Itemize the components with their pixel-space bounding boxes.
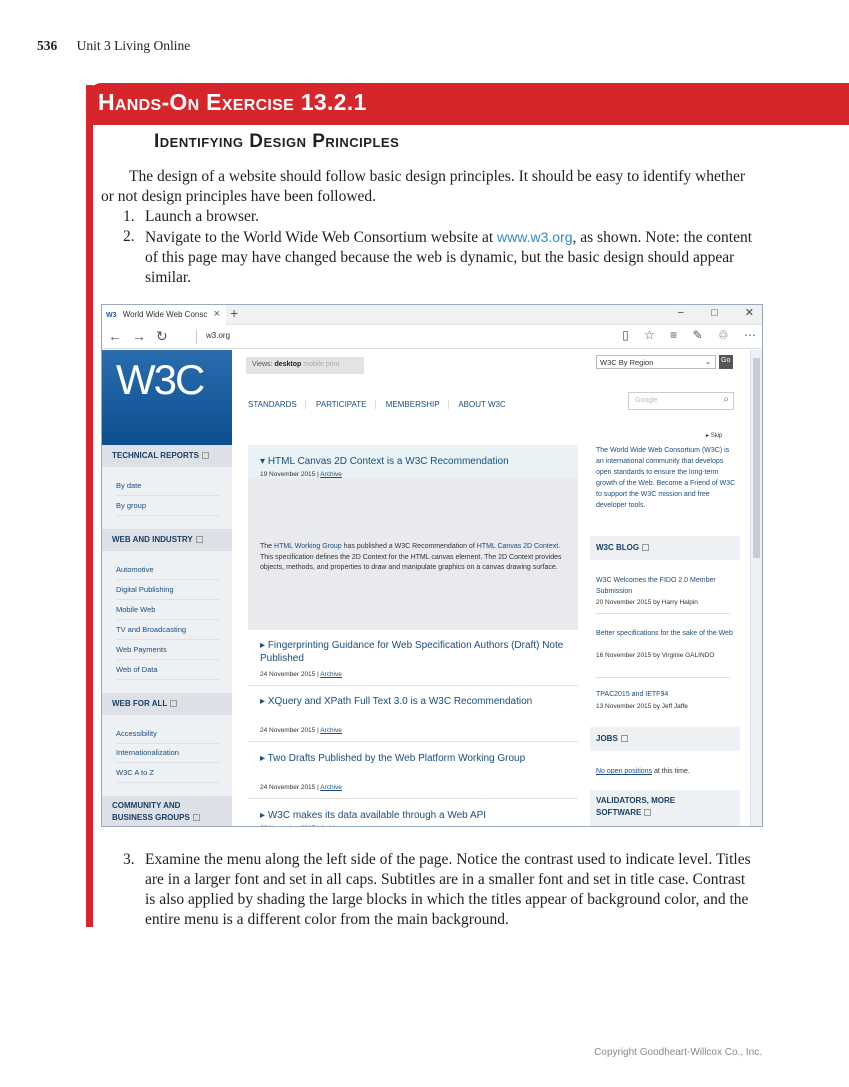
nav-item-w3c-a-to-z[interactable]: W3C A to Z	[116, 768, 220, 783]
forward-icon[interactable]: →	[132, 328, 156, 344]
chevron-down-icon: ⌄	[704, 357, 711, 366]
page-header	[37, 38, 190, 54]
steps-list-top	[101, 207, 756, 288]
nav-item-i18n[interactable]: Internationalization	[116, 748, 220, 763]
address-bar	[102, 325, 762, 349]
blog-post-3[interactable]: TPAC2015 and IETF94	[596, 691, 669, 698]
nav-membership[interactable]: MEMBERSHIP	[386, 400, 449, 409]
news-title-1[interactable]: ▾ HTML Canvas 2D Context is a W3C Recommendation	[260, 456, 509, 467]
maximize-icon[interactable]: □	[711, 307, 718, 319]
intro-paragraph: The design of a website should follow basic design principles. It should be easy to identify whether or not design principles have been followed.	[101, 168, 745, 205]
news-date-5	[260, 825, 342, 827]
skip-link[interactable]: ▸ Skip	[706, 433, 723, 439]
nav-item-automotive[interactable]: Automotive	[116, 565, 220, 580]
canvas-2d-link[interactable]: HTML Canvas 2D Context	[476, 543, 559, 550]
news-separator	[248, 798, 578, 799]
hub-icon[interactable]: ≡	[670, 328, 678, 342]
nav-head-community[interactable]: COMMUNITY AND BUSINESS GROUPS	[102, 796, 232, 827]
archive-link[interactable]: Archive	[320, 784, 342, 791]
browser-screenshot	[101, 304, 763, 827]
validators-header[interactable]: VALIDATORS, MORE SOFTWARE	[590, 790, 740, 827]
search-icon[interactable]: ⌕	[723, 394, 729, 405]
nav-item-mobile-web[interactable]: Mobile Web	[116, 605, 220, 620]
close-tab-icon[interactable]: ×	[213, 308, 220, 320]
expand-arrow-icon: ▸	[260, 696, 268, 707]
archive-link[interactable]: Archive	[320, 727, 342, 734]
featured-news-body: The HTML Working Group has published a W3C Recommendation of HTML Canvas 2D Context. This specification defines the 2D Context for the HTML canvas element. The 2D Context provides objects, methods, and properties to draw and manipulate graphics on a canvas drawing surface.	[260, 543, 562, 571]
favorite-star-icon[interactable]: ☆	[644, 328, 655, 342]
refresh-icon[interactable]: ↻	[156, 328, 178, 344]
nav-item-by-date[interactable]: By date	[116, 481, 220, 496]
collapse-icon[interactable]	[193, 814, 200, 821]
nav-item-tv-broadcasting[interactable]: TV and Broadcasting	[116, 625, 220, 640]
view-mobile[interactable]: mobile	[303, 361, 324, 368]
news-date-4: 24 November 2015 | Archive	[260, 784, 342, 791]
jobs-header[interactable]: JOBS	[590, 727, 740, 751]
collapse-icon[interactable]	[621, 735, 628, 742]
blog-meta-3: 13 November 2015 by Jeff Jaffe	[596, 703, 688, 710]
step-2: 2. Navigate to the World Wide Web Consortium website at www.w3.org, as shown. Note: the content of this page may have changed because the web is dynamic, but the basic design should appear similar.	[123, 228, 753, 286]
top-navigation	[248, 400, 522, 409]
views-switcher: Views: desktop mobile print	[246, 357, 364, 374]
view-print[interactable]: print	[325, 361, 340, 368]
collapse-icon[interactable]	[644, 809, 651, 816]
step-3: 3. Examine the menu along the left side of the page. Notice the contrast used to indicate level. Titles are in a larger font and set in all caps. Subtitles are in a smaller font and set in title case. Contrast is also applied by shading the large blocks in which the titles appear of background color, and the entire menu is a different color from the main background.	[123, 851, 751, 928]
nav-item-accessibility[interactable]: Accessibility	[116, 729, 220, 744]
unit-label: Unit 3 Living Online	[76, 38, 191, 53]
reading-view-icon[interactable]: ▯	[622, 328, 629, 342]
nav-head-technical-reports[interactable]: TECHNICAL REPORTS	[102, 445, 232, 467]
news-title-5[interactable]: ▸ W3C makes its data available through a Web API	[260, 810, 487, 821]
nav-head-web-for-all[interactable]: WEB FOR ALL	[102, 693, 232, 715]
w3c-logo[interactable]: W3C	[102, 350, 232, 445]
news-separator	[248, 741, 578, 742]
w3-link[interactable]: www.w3.org	[497, 229, 573, 245]
close-window-icon[interactable]: ✕	[744, 307, 754, 319]
blog-post-1[interactable]: W3C Welcomes the FIDO 2.0 Member Submission	[596, 577, 716, 595]
jobs-text: No open positions at this time.	[596, 768, 690, 775]
w3c-blog-header[interactable]: W3C BLOG	[590, 536, 740, 560]
exercise-subtitle: Identifying Design Principles	[154, 131, 400, 152]
about-w3c-text: The World Wide Web Consortium (W3C) is an international community that develops open standards to ensure the long-term growth of the Web. Become a Friend of W3C to support the W3C mission and free developer tools.	[596, 447, 736, 509]
expand-arrow-icon: ▸	[260, 753, 268, 764]
exercise-banner	[86, 83, 849, 125]
address-separator	[196, 330, 197, 344]
nav-head-web-industry[interactable]: WEB AND INDUSTRY	[102, 529, 232, 551]
scroll-thumb[interactable]	[753, 358, 760, 558]
go-button[interactable]: Go	[719, 355, 733, 369]
news-title-3[interactable]: ▸ XQuery and XPath Full Text 3.0 is a W3C Recommendation	[260, 696, 533, 707]
blog-separator	[596, 677, 730, 678]
exercise-title: Hands-On Exercise 13.2.1	[98, 89, 367, 115]
red-margin-bar	[86, 85, 93, 927]
archive-link[interactable]: Archive	[320, 471, 342, 478]
page-number: 536	[37, 38, 58, 53]
expand-arrow-icon: ▸	[260, 810, 268, 821]
step-1: 1. Launch a browser.	[123, 208, 260, 225]
search-input[interactable]: Google ⌕	[628, 392, 734, 410]
archive-link[interactable]	[320, 825, 342, 827]
w3c-site	[102, 350, 752, 827]
nav-item-digital-publishing[interactable]: Digital Publishing	[116, 585, 220, 600]
back-icon[interactable]: ←	[108, 328, 132, 344]
nav-item-web-payments[interactable]: Web Payments	[116, 645, 220, 660]
region-select[interactable]: W3C By Region ⌄	[596, 355, 716, 369]
archive-link[interactable]: Archive	[320, 671, 342, 678]
navigation-buttons	[108, 328, 178, 345]
steps-list-bottom	[101, 850, 756, 930]
expand-arrow-icon: ▾	[260, 456, 268, 467]
window-controls	[654, 306, 754, 319]
nav-participate[interactable]: PARTICIPATE	[316, 400, 376, 409]
note-icon[interactable]: ✎	[692, 328, 703, 342]
new-tab-icon[interactable]: +	[230, 305, 239, 321]
tab-bar	[102, 305, 762, 325]
nav-item-by-group[interactable]: By group	[116, 501, 220, 516]
blog-meta-1: 20 November 2015 by Harry Halpin	[596, 599, 698, 606]
news-title-2[interactable]: ▸ Fingerprinting Guidance for Web Specification Authors (Draft) Note Published	[260, 640, 564, 664]
browser-tab[interactable]	[102, 305, 226, 325]
news-title-4[interactable]: ▸ Two Drafts Published by the Web Platform Working Group	[260, 753, 526, 764]
vertical-scrollbar[interactable]	[750, 350, 762, 827]
expand-arrow-icon: ▸	[260, 640, 268, 651]
nav-item-web-of-data[interactable]: Web of Data	[116, 665, 220, 680]
more-icon[interactable]: ⋯	[744, 328, 756, 342]
share-icon[interactable]: ♲	[717, 328, 729, 342]
html-wg-link[interactable]: HTML Working Group	[274, 543, 342, 550]
w3-favicon-icon: W3	[106, 312, 117, 319]
open-positions-link[interactable]: No open positions	[596, 768, 653, 775]
tab-title: World Wide Web Consc	[122, 310, 208, 319]
news-date-2: 24 November 2015 | Archive	[260, 671, 342, 678]
blog-post-2[interactable]: Better specifications for the sake of the Web	[596, 630, 733, 637]
news-separator	[248, 685, 578, 686]
nav-about[interactable]: ABOUT W3C	[458, 400, 506, 409]
collapse-icon[interactable]	[642, 544, 649, 551]
collapse-icon[interactable]	[202, 452, 209, 459]
news-date-3: 24 November 2015 | Archive	[260, 727, 342, 734]
blog-meta-2: 16 November 2015 by Virginie GALINDO	[596, 652, 715, 659]
news-date-1: 19 November 2015 | Archive	[260, 471, 342, 478]
minimize-icon[interactable]: −	[677, 307, 684, 319]
collapse-icon[interactable]	[196, 536, 203, 543]
copyright: Copyright Goodheart-Willcox Co., Inc.	[594, 1047, 762, 1058]
browser-tools	[610, 328, 756, 342]
nav-standards[interactable]: STANDARDS	[248, 400, 306, 409]
collapse-icon[interactable]	[170, 700, 177, 707]
view-desktop[interactable]: desktop	[274, 361, 302, 368]
blog-separator	[596, 613, 730, 614]
url-field[interactable]: w3.org	[206, 331, 231, 340]
